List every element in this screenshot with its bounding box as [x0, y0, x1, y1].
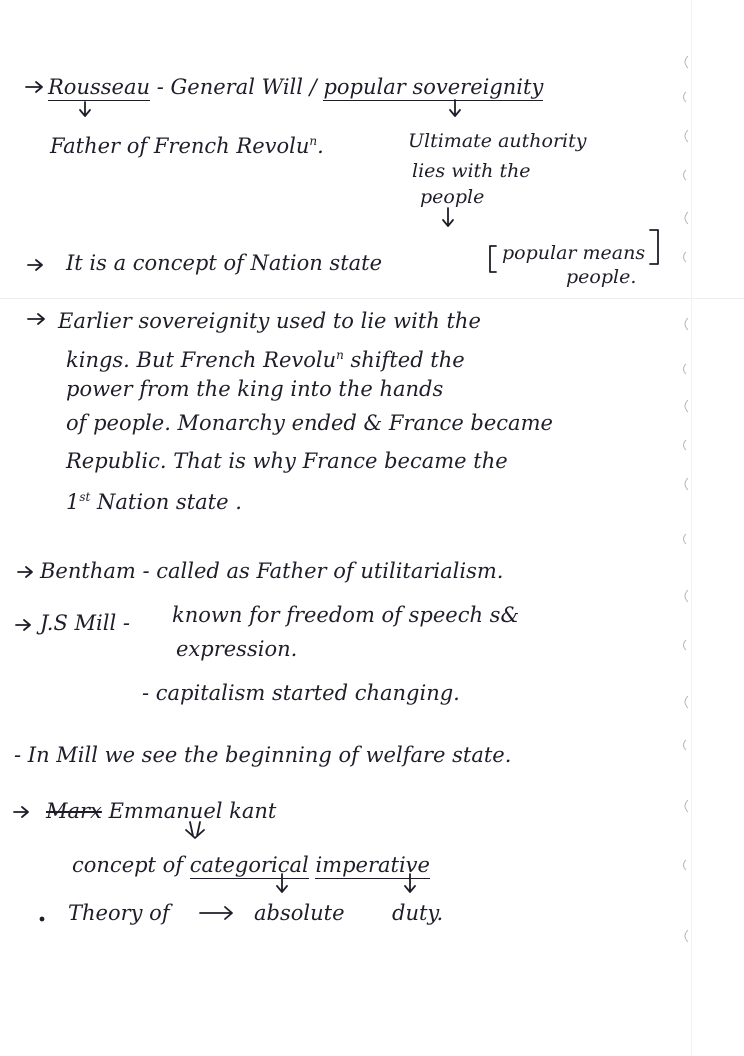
capitalism-line: - capitalism started changing. [142, 681, 460, 705]
arrow-theory [200, 907, 232, 919]
double-down-arrow-kant [186, 822, 204, 838]
welfare-state-line: - In Mill we see the beginning of welfare state. [14, 743, 512, 767]
jsmill-expression: expression. [176, 637, 298, 661]
father-line [50, 128, 324, 159]
general-will: General Will [170, 75, 303, 99]
jsmill-label: J.S Mill - [40, 611, 130, 635]
para-line-1: Earlier sovereignity used to lie with the [58, 309, 481, 333]
bracket-right [650, 230, 658, 264]
down-arrow-people [443, 208, 453, 226]
kant-line [46, 798, 276, 824]
arrow-bullet-3 [28, 314, 44, 324]
nation-state-text: Nation state . [90, 490, 242, 514]
period: . [317, 134, 324, 158]
dash: - [156, 75, 164, 99]
page-rule-line [0, 298, 744, 299]
page-margin-edge [691, 0, 692, 1056]
slash: / [309, 75, 317, 99]
first-number: 1 [66, 490, 80, 514]
imperative: imperative [315, 853, 430, 877]
superscript-n: n [309, 134, 318, 148]
bracket-people: people. [566, 266, 637, 288]
rousseau-line [48, 74, 543, 100]
jsmill-known-for: known for freedom of speech s& [172, 603, 520, 627]
popular-sovereignity: popular sovereignity [323, 75, 544, 99]
duty-word: duty. [392, 901, 444, 925]
para-line-2a: kings. But French Revolu [66, 348, 337, 372]
down-arrow-rousseau [80, 102, 90, 116]
categorical: categorical [189, 853, 309, 877]
bentham-line: Bentham - called as Father of utilitarialism. [40, 559, 504, 583]
father-text: Father of French Revolu [50, 134, 310, 158]
nation-state-concept: It is a concept of Nation state [66, 251, 383, 275]
ultimate-authority-line: Ultimate authority [408, 130, 587, 152]
para-line-6 [66, 484, 242, 515]
concept-of: concept of [72, 853, 184, 877]
para-line-2b: shifted the [343, 348, 465, 372]
arrow-bullet-5 [16, 620, 30, 630]
para-line-4: of people. Monarchy ended & France became [66, 411, 553, 435]
arrow-bullet-1 [26, 82, 42, 92]
para-line-3: power from the king into the hands [66, 377, 444, 401]
theory-of-label: Theory of [68, 901, 170, 925]
marx-crossed: Marx [46, 799, 102, 823]
dot-bullet [40, 917, 45, 922]
categorical-imperative-line [72, 852, 430, 878]
para-line-2 [66, 342, 465, 373]
kant-name: Emmanuel kant [108, 799, 277, 823]
superscript-n: n [336, 348, 344, 362]
superscript-st: st [79, 490, 91, 504]
bracket-left [490, 246, 496, 272]
lies-with-line: lies with the [412, 160, 531, 182]
people-line: people [420, 186, 485, 208]
absolute-word: absolute [254, 901, 345, 925]
arrow-bullet-6 [14, 807, 28, 817]
arrow-bullet-4 [18, 567, 32, 577]
para-line-5: Republic. That is why France became the [66, 449, 508, 473]
bracket-popular-means: popular means [502, 242, 646, 264]
down-arrow-popular [450, 100, 460, 116]
arrow-bullet-2 [28, 260, 42, 270]
rousseau-name: Rousseau [48, 75, 151, 99]
